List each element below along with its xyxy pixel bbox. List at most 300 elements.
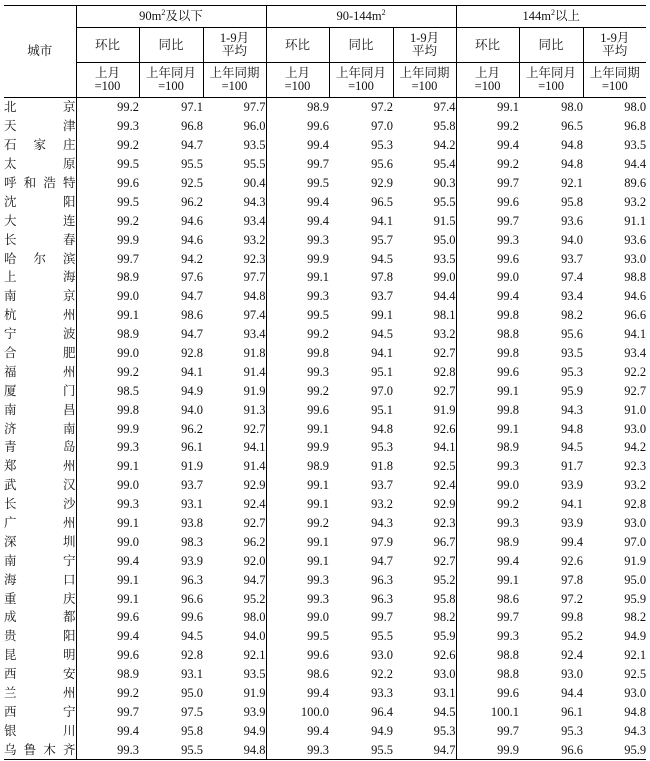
index-value-cell: 99.6 bbox=[266, 117, 329, 136]
index-value-cell: 99.5 bbox=[266, 627, 329, 646]
index-value-cell: 99.2 bbox=[456, 155, 519, 174]
table-row bbox=[4, 532, 646, 551]
index-value-cell: 91.5 bbox=[433, 213, 456, 228]
index-value-cell: 93.3 bbox=[371, 686, 394, 701]
index-value-cell: 91.9 bbox=[243, 383, 266, 398]
index-value-cell: 99.2 bbox=[266, 514, 329, 533]
index-value-cell: 99.6 bbox=[76, 174, 139, 193]
index-value-cell: 99.4 bbox=[266, 211, 329, 230]
index-value-cell: 98.3 bbox=[181, 534, 203, 549]
index-value-cell: 98.0 bbox=[624, 100, 647, 115]
index-value-cell: 93.4 bbox=[561, 289, 584, 304]
index-value-cell: 92.7 bbox=[433, 346, 456, 361]
index-value-cell: 99.2 bbox=[76, 211, 139, 230]
base-header-ytd: 上年同期 =100 bbox=[203, 63, 266, 98]
table-row bbox=[4, 268, 646, 287]
table-row bbox=[4, 608, 646, 627]
index-value-cell: 97.4 bbox=[433, 100, 456, 115]
index-value-cell: 98.0 bbox=[561, 100, 584, 115]
index-value-cell: 94.8 bbox=[561, 138, 584, 153]
index-value-cell: 91.3 bbox=[243, 402, 266, 417]
index-value-cell: 99.0 bbox=[76, 476, 139, 495]
city-name-cell: 海口 bbox=[4, 572, 76, 587]
table-row bbox=[4, 495, 646, 514]
index-value-cell: 99.2 bbox=[456, 117, 519, 136]
table-row bbox=[4, 249, 646, 268]
index-value-cell: 96.5 bbox=[371, 194, 394, 209]
city-name-cell: 深圳 bbox=[4, 534, 76, 549]
index-value-cell: 95.5 bbox=[433, 194, 456, 209]
index-value-cell: 95.1 bbox=[371, 402, 394, 417]
index-value-cell: 97.0 bbox=[371, 119, 394, 134]
index-value-cell: 93.7 bbox=[181, 478, 203, 493]
index-value-cell: 99.3 bbox=[76, 495, 139, 514]
index-value-cell: 99.9 bbox=[266, 438, 329, 457]
index-value-cell: 94.2 bbox=[624, 440, 647, 455]
index-value-cell: 98.8 bbox=[456, 665, 519, 684]
index-value-cell: 94.5 bbox=[371, 327, 394, 342]
index-value-cell: 95.9 bbox=[433, 629, 456, 644]
index-value-cell: 94.8 bbox=[203, 740, 266, 759]
index-value-cell: 95.8 bbox=[433, 119, 456, 134]
city-name-cell: 上海 bbox=[4, 270, 76, 285]
index-value-cell: 99.1 bbox=[266, 532, 329, 551]
index-value-cell: 96.3 bbox=[371, 591, 394, 606]
index-value-cell: 90.4 bbox=[243, 176, 266, 190]
index-value-cell: 94.2 bbox=[181, 251, 203, 266]
index-value-cell: 95.2 bbox=[433, 572, 456, 587]
index-value-cell: 99.3 bbox=[456, 230, 519, 249]
index-value-cell: 97.7 bbox=[243, 100, 266, 115]
index-value-cell: 93.0 bbox=[561, 667, 584, 682]
index-value-cell: 99.6 bbox=[266, 400, 329, 419]
city-name-cell: 成都 bbox=[4, 610, 76, 625]
index-value-cell: 92.3 bbox=[243, 251, 266, 266]
index-value-cell: 91.9 bbox=[624, 553, 647, 568]
table-row bbox=[4, 230, 646, 249]
index-value-cell: 99.7 bbox=[456, 211, 519, 230]
index-value-cell: 92.6 bbox=[433, 648, 456, 663]
index-value-cell: 94.1 bbox=[371, 213, 394, 228]
index-value-cell: 95.8 bbox=[561, 194, 584, 209]
table-row bbox=[4, 98, 646, 117]
index-value-cell: 93.2 bbox=[433, 327, 456, 342]
index-value-cell: 91.0 bbox=[624, 402, 647, 417]
index-value-cell: 99.7 bbox=[266, 155, 329, 174]
city-name-cell: 太原 bbox=[4, 157, 76, 172]
city-name-cell: 天津 bbox=[4, 119, 76, 134]
index-value-cell: 95.1 bbox=[371, 364, 394, 379]
index-value-cell: 94.3 bbox=[371, 516, 394, 531]
index-value-cell: 94.8 bbox=[243, 289, 266, 304]
table-row bbox=[4, 325, 646, 344]
index-value-cell: 95.6 bbox=[561, 327, 584, 342]
city-name-cell: 大连 bbox=[4, 213, 76, 228]
index-value-cell: 94.6 bbox=[624, 289, 647, 304]
index-value-cell: 99.0 bbox=[76, 532, 139, 551]
table-row bbox=[4, 740, 646, 759]
city-name-cell: 南京 bbox=[4, 289, 76, 304]
index-value-cell: 99.5 bbox=[76, 192, 139, 211]
index-value-cell: 95.8 bbox=[181, 723, 203, 738]
index-value-cell: 92.8 bbox=[624, 497, 647, 512]
index-value-cell: 92.0 bbox=[243, 553, 266, 568]
index-value-cell: 92.4 bbox=[243, 497, 266, 512]
index-value-cell: 99.4 bbox=[266, 721, 329, 740]
index-value-cell: 92.3 bbox=[624, 459, 647, 474]
index-value-cell: 99.6 bbox=[76, 646, 139, 665]
index-value-cell: 94.0 bbox=[243, 629, 266, 644]
table-row bbox=[4, 381, 646, 400]
index-value-cell: 94.5 bbox=[181, 629, 203, 644]
index-value-cell: 97.0 bbox=[371, 383, 394, 398]
index-value-cell: 99.6 bbox=[456, 192, 519, 211]
index-value-cell: 97.1 bbox=[181, 100, 203, 115]
index-value-cell: 94.5 bbox=[561, 440, 584, 455]
city-name-cell: 重庆 bbox=[4, 591, 76, 606]
index-value-cell: 94.8 bbox=[561, 157, 584, 172]
index-value-cell: 96.5 bbox=[561, 119, 584, 134]
table-row bbox=[4, 419, 646, 438]
city-name-cell: 沈阳 bbox=[4, 194, 76, 209]
index-value-cell: 99.2 bbox=[76, 362, 139, 381]
base-header-ytd: 上年同期 =100 bbox=[583, 63, 646, 98]
index-value-cell: 91.4 bbox=[243, 364, 266, 379]
index-value-cell: 95.3 bbox=[371, 440, 394, 455]
index-value-cell: 93.0 bbox=[624, 421, 647, 436]
table-row bbox=[4, 551, 646, 570]
index-value-cell: 99.1 bbox=[456, 381, 519, 400]
group-header-small: $90m^2$及以下 bbox=[76, 6, 266, 28]
index-value-cell: 98.9 bbox=[76, 665, 139, 684]
sub-header-yoy: 同比 bbox=[139, 28, 203, 63]
index-value-cell: 99.4 bbox=[266, 136, 329, 155]
index-value-cell: 91.1 bbox=[624, 213, 647, 228]
index-value-cell: 98.8 bbox=[456, 646, 519, 665]
index-value-cell: 90.3 bbox=[433, 176, 456, 190]
index-value-cell: 99.3 bbox=[266, 589, 329, 608]
index-value-cell: 98.9 bbox=[456, 532, 519, 551]
index-value-cell: 98.9 bbox=[76, 325, 139, 344]
index-value-cell: 92.9 bbox=[243, 478, 266, 493]
index-value-cell: 99.0 bbox=[456, 476, 519, 495]
index-value-cell: 94.7 bbox=[181, 138, 203, 153]
city-name-cell: 济南 bbox=[4, 421, 76, 436]
index-value-cell: 95.5 bbox=[371, 629, 394, 644]
table-row bbox=[4, 570, 646, 589]
index-value-cell: 93.4 bbox=[624, 346, 647, 361]
index-value-cell: 98.9 bbox=[76, 268, 139, 287]
index-value-cell: 99.0 bbox=[266, 608, 329, 627]
index-value-cell: 99.9 bbox=[76, 230, 139, 249]
index-value-cell: 96.8 bbox=[624, 119, 647, 134]
index-value-cell: 99.3 bbox=[266, 740, 329, 759]
index-value-cell: 99.1 bbox=[266, 419, 329, 438]
index-value-cell: 99.4 bbox=[266, 192, 329, 211]
city-name-cell: 广州 bbox=[4, 516, 76, 531]
index-value-cell: 99.2 bbox=[76, 136, 139, 155]
city-name-cell: 银川 bbox=[4, 723, 76, 738]
index-value-cell: 95.6 bbox=[371, 157, 394, 172]
index-value-cell: 99.4 bbox=[456, 136, 519, 155]
index-value-cell: 93.0 bbox=[371, 648, 394, 663]
index-value-cell: 99.4 bbox=[561, 534, 584, 549]
index-value-cell: 95.9 bbox=[624, 591, 647, 606]
index-value-cell: 95.5 bbox=[181, 157, 203, 172]
city-name-cell: 石家庄 bbox=[4, 138, 76, 153]
index-value-cell: 92.7 bbox=[243, 421, 266, 436]
index-value-cell: 93.7 bbox=[561, 251, 584, 266]
sub-header-ytd: 1-9月 平均 bbox=[393, 28, 456, 63]
index-value-cell: 99.3 bbox=[456, 457, 519, 476]
table-row bbox=[4, 684, 646, 703]
index-value-cell: 94.3 bbox=[243, 194, 266, 209]
index-value-cell: 92.9 bbox=[433, 497, 456, 512]
sub-header-mom: 环比 bbox=[266, 28, 329, 63]
sub-header-yoy: 同比 bbox=[519, 28, 583, 63]
index-value-cell: 99.3 bbox=[266, 230, 329, 249]
index-value-cell: 93.2 bbox=[624, 478, 647, 493]
index-value-cell: 99.9 bbox=[76, 419, 139, 438]
index-value-cell: 94.1 bbox=[243, 440, 266, 455]
index-value-cell: 96.3 bbox=[371, 572, 394, 587]
index-value-cell: 93.0 bbox=[624, 516, 647, 531]
index-value-cell: 99.8 bbox=[266, 344, 329, 363]
index-value-cell: 96.2 bbox=[181, 421, 203, 436]
index-value-cell: 99.5 bbox=[266, 306, 329, 325]
index-value-cell: 92.8 bbox=[181, 648, 203, 663]
index-value-cell: 99.8 bbox=[76, 400, 139, 419]
index-value-cell: 92.5 bbox=[624, 667, 647, 682]
index-value-cell: 94.9 bbox=[243, 723, 266, 738]
index-value-cell: 99.2 bbox=[76, 98, 139, 117]
index-value-cell: 94.5 bbox=[371, 251, 394, 266]
index-value-cell: 92.4 bbox=[561, 648, 584, 663]
table-body bbox=[4, 98, 646, 760]
city-name-cell: 宁波 bbox=[4, 327, 76, 342]
city-name-cell: 杭州 bbox=[4, 308, 76, 323]
index-value-cell: 95.4 bbox=[433, 157, 456, 172]
table-row bbox=[4, 665, 646, 684]
index-value-cell: 93.7 bbox=[371, 478, 394, 493]
index-value-cell: 92.7 bbox=[433, 383, 456, 398]
index-value-cell: 94.1 bbox=[624, 327, 647, 342]
index-value-cell: 100.1 bbox=[456, 703, 519, 722]
index-value-cell: 93.1 bbox=[181, 497, 203, 512]
index-value-cell: 92.7 bbox=[243, 516, 266, 531]
index-value-cell: 97.2 bbox=[561, 591, 584, 606]
index-value-cell: 95.9 bbox=[561, 383, 584, 398]
index-value-cell: 96.8 bbox=[181, 119, 203, 134]
index-value-cell: 99.3 bbox=[266, 362, 329, 381]
index-value-cell: 92.2 bbox=[371, 667, 394, 682]
index-value-cell: 99.0 bbox=[76, 344, 139, 363]
index-value-cell: 93.5 bbox=[624, 138, 647, 153]
index-value-cell: 98.2 bbox=[624, 610, 647, 625]
index-value-cell: 92.7 bbox=[433, 553, 456, 568]
city-name-cell: 乌鲁木齐 bbox=[4, 740, 76, 759]
group-header-medium: $90-144m^2$ bbox=[266, 6, 456, 28]
index-value-cell: 97.0 bbox=[624, 534, 647, 549]
price-index-table bbox=[4, 5, 646, 760]
index-value-cell: 99.0 bbox=[433, 270, 456, 285]
index-value-cell: 99.3 bbox=[76, 117, 139, 136]
group-header-large: $144m^2$以上 bbox=[456, 6, 646, 28]
table-row bbox=[4, 400, 646, 419]
index-value-cell: 94.7 bbox=[371, 553, 394, 568]
city-name-cell: 郑州 bbox=[4, 459, 76, 474]
index-value-cell: 99.1 bbox=[76, 514, 139, 533]
index-value-cell: 93.2 bbox=[243, 232, 266, 247]
index-value-cell: 94.8 bbox=[561, 421, 584, 436]
base-header-mom: 上月 =100 bbox=[266, 63, 329, 98]
index-value-cell: 99.1 bbox=[456, 419, 519, 438]
index-value-cell: 94.8 bbox=[371, 421, 394, 436]
index-value-cell: 98.9 bbox=[266, 98, 329, 117]
index-value-cell: 98.9 bbox=[266, 457, 329, 476]
index-value-cell: 95.2 bbox=[561, 629, 584, 644]
index-value-cell: 93.2 bbox=[371, 497, 394, 512]
city-name-cell: 长沙 bbox=[4, 497, 76, 512]
base-header-mom: 上月 =100 bbox=[456, 63, 519, 98]
index-value-cell: 93.9 bbox=[561, 516, 584, 531]
base-header-ytd: 上年同期 =100 bbox=[393, 63, 456, 98]
index-value-cell: 95.0 bbox=[624, 572, 647, 587]
index-value-cell: 99.2 bbox=[456, 495, 519, 514]
index-value-cell: 93.6 bbox=[624, 232, 647, 247]
index-value-cell: 94.5 bbox=[433, 704, 456, 719]
index-value-cell: 93.6 bbox=[561, 213, 584, 228]
city-name-cell: 贵阳 bbox=[4, 629, 76, 644]
index-value-cell: 93.9 bbox=[561, 478, 584, 493]
table-row bbox=[4, 514, 646, 533]
index-value-cell: 89.6 bbox=[624, 176, 647, 190]
index-value-cell: 99.8 bbox=[456, 344, 519, 363]
index-value-cell: 94.2 bbox=[433, 138, 456, 153]
index-value-cell: 99.3 bbox=[456, 514, 519, 533]
index-value-cell: 96.2 bbox=[181, 194, 203, 209]
city-name-cell: 青岛 bbox=[4, 440, 76, 455]
index-value-cell: 96.6 bbox=[181, 591, 203, 606]
sub-header-mom: 环比 bbox=[456, 28, 519, 63]
index-value-cell: 97.4 bbox=[243, 308, 266, 323]
index-value-cell: 93.5 bbox=[243, 667, 266, 682]
city-name-cell: 呼和浩特 bbox=[4, 176, 76, 190]
index-value-cell: 93.0 bbox=[624, 251, 647, 266]
index-value-cell: 93.8 bbox=[181, 516, 203, 531]
index-value-cell: 92.3 bbox=[433, 516, 456, 531]
base-header-mom: 上月 =100 bbox=[76, 63, 139, 98]
index-value-cell: 96.6 bbox=[519, 740, 583, 759]
table-row bbox=[4, 589, 646, 608]
index-value-cell: 99.4 bbox=[266, 684, 329, 703]
index-value-cell: 98.2 bbox=[433, 610, 456, 625]
table-row bbox=[4, 287, 646, 306]
index-value-cell: 94.7 bbox=[243, 572, 266, 587]
city-name-cell: 哈尔滨 bbox=[4, 251, 76, 266]
index-value-cell: 94.4 bbox=[561, 686, 584, 701]
city-name-cell: 南宁 bbox=[4, 553, 76, 568]
index-value-cell: 92.5 bbox=[433, 459, 456, 474]
index-value-cell: 99.6 bbox=[76, 608, 139, 627]
index-value-cell: 91.9 bbox=[181, 459, 203, 474]
index-value-cell: 99.1 bbox=[76, 306, 139, 325]
index-value-cell: 99.6 bbox=[456, 362, 519, 381]
index-value-cell: 98.8 bbox=[624, 270, 647, 285]
index-value-cell: 99.2 bbox=[266, 381, 329, 400]
city-name-cell: 长春 bbox=[4, 232, 76, 247]
index-value-cell: 97.6 bbox=[181, 270, 203, 285]
index-value-cell: 99.4 bbox=[456, 551, 519, 570]
index-value-cell: 92.8 bbox=[181, 346, 203, 361]
index-value-cell: 91.4 bbox=[243, 459, 266, 474]
index-value-cell: 99.1 bbox=[266, 551, 329, 570]
index-value-cell: 96.3 bbox=[181, 572, 203, 587]
index-value-cell: 94.1 bbox=[561, 497, 584, 512]
table-row bbox=[4, 192, 646, 211]
table-row bbox=[4, 362, 646, 381]
index-value-cell: 92.4 bbox=[433, 478, 456, 493]
index-value-cell: 91.9 bbox=[433, 402, 456, 417]
index-value-cell: 94.7 bbox=[181, 289, 203, 304]
index-value-cell: 94.0 bbox=[181, 402, 203, 417]
index-value-cell: 99.7 bbox=[371, 610, 394, 625]
index-value-cell: 94.6 bbox=[181, 213, 203, 228]
index-value-cell: 99.2 bbox=[266, 325, 329, 344]
index-value-cell: 96.1 bbox=[181, 440, 203, 455]
index-value-cell: 97.9 bbox=[371, 534, 394, 549]
index-value-cell: 97.5 bbox=[181, 704, 203, 719]
index-value-cell: 98.6 bbox=[181, 308, 203, 323]
base-header-yoy: 上年同月 =100 bbox=[329, 63, 393, 98]
index-value-cell: 95.3 bbox=[561, 723, 584, 738]
city-name-cell: 昆明 bbox=[4, 648, 76, 663]
table-row bbox=[4, 646, 646, 665]
table-row bbox=[4, 344, 646, 363]
index-value-cell: 98.9 bbox=[456, 438, 519, 457]
sub-header-yoy: 同比 bbox=[329, 28, 393, 63]
index-value-cell: 98.6 bbox=[456, 589, 519, 608]
index-value-cell: 99.2 bbox=[76, 684, 139, 703]
index-value-cell: 99.6 bbox=[456, 249, 519, 268]
index-value-cell: 91.7 bbox=[561, 459, 584, 474]
index-value-cell: 99.1 bbox=[371, 308, 394, 323]
index-value-cell: 99.7 bbox=[456, 608, 519, 627]
index-value-cell: 93.4 bbox=[243, 213, 266, 228]
index-value-cell: 95.9 bbox=[583, 740, 646, 759]
index-value-cell: 99.8 bbox=[456, 306, 519, 325]
sub-header-mom: 环比 bbox=[76, 28, 139, 63]
index-value-cell: 99.6 bbox=[181, 610, 203, 625]
index-value-cell: 95.0 bbox=[433, 232, 456, 247]
index-value-cell: 92.2 bbox=[624, 364, 647, 379]
index-value-cell: 99.8 bbox=[456, 400, 519, 419]
index-value-cell: 99.3 bbox=[266, 287, 329, 306]
index-value-cell: 93.2 bbox=[624, 194, 647, 209]
index-value-cell: 99.6 bbox=[266, 646, 329, 665]
index-value-cell: 98.1 bbox=[433, 308, 456, 323]
index-value-cell: 92.9 bbox=[371, 176, 394, 190]
index-value-cell: 99.3 bbox=[76, 740, 139, 759]
index-value-cell: 99.3 bbox=[456, 627, 519, 646]
index-value-cell: 95.2 bbox=[243, 591, 266, 606]
index-value-cell: 95.3 bbox=[561, 364, 584, 379]
index-value-cell: 93.9 bbox=[181, 553, 203, 568]
index-value-cell: 99.1 bbox=[76, 589, 139, 608]
table-row bbox=[4, 174, 646, 193]
index-value-cell: 99.4 bbox=[76, 627, 139, 646]
index-value-cell: 94.4 bbox=[433, 289, 456, 304]
